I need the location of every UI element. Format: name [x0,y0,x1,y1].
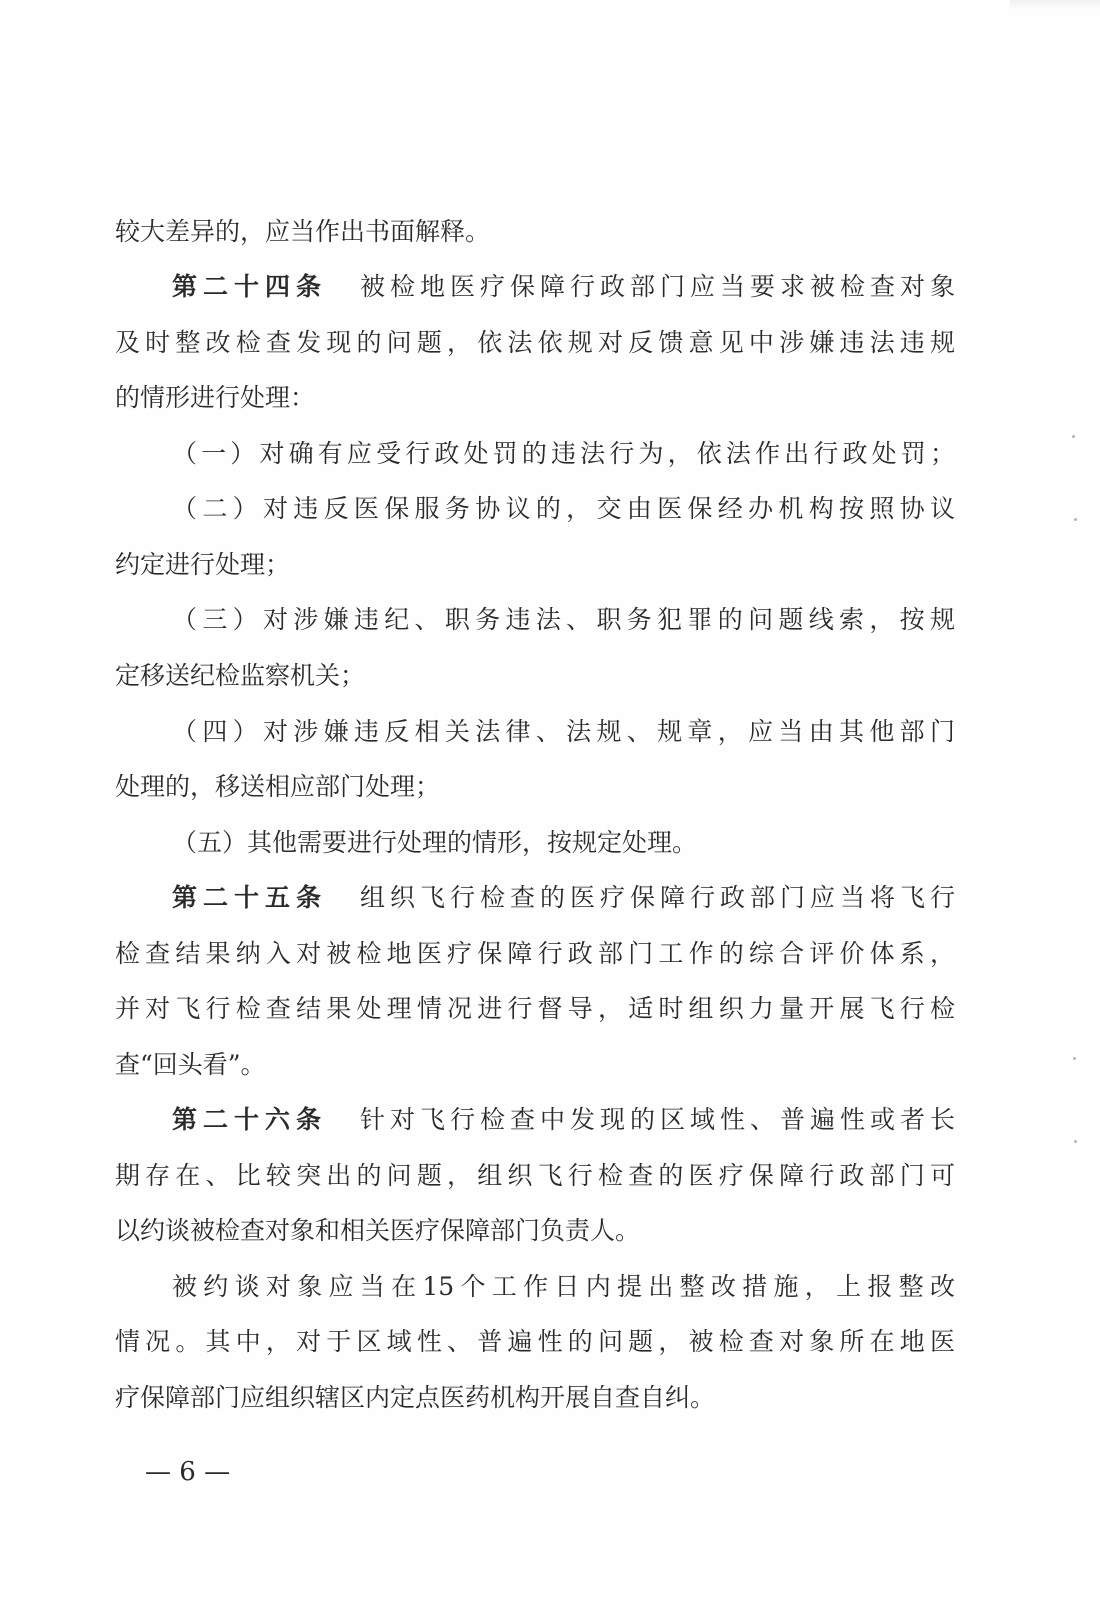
scan-speck [1072,435,1075,438]
scan-speck [1074,1140,1077,1143]
article-25-first-line: 第二十五条 组织飞行检查的医疗保障行政部门应当将飞行 [172,883,955,912]
article-24-first-line: 第二十四条 被检地医疗保障行政部门应当要求被检查对象 [172,272,955,301]
text-line: 并对飞行检查结果处理情况进行督导，适时组织力量开展飞行检 [115,994,955,1023]
article-heading: 第二十五条 [172,883,327,912]
article-heading: 第二十四条 [172,272,327,301]
article-26-first-line: 第二十六条 针对飞行检查中发现的区域性、普遍性或者长 [172,1105,955,1134]
text-line: 期存在、比较突出的问题，组织飞行检查的医疗保障行政部门可 [115,1161,955,1190]
scan-speck [1073,1057,1076,1060]
text-line: 查“回头看”。 [115,1050,266,1079]
scan-speck [1074,518,1077,521]
text-line: 被约谈对象应当在15个工作日内提出整改措施，上报整改 [172,1272,955,1301]
text-line: 处理的，移送相应部门处理； [115,772,441,801]
list-item: （一）对确有应受行政处罚的违法行为，依法作出行政处罚； [172,439,955,468]
text-line: 及时整改检查发现的问题，依法依规对反馈意见中涉嫌违法违规 [115,328,955,357]
text-line: 定移送纪检监察机关； [115,661,366,690]
text-line: 检查结果纳入对被检地医疗保障行政部门工作的综合评价体系， [115,939,955,968]
text-line: 情况。其中，对于区域性、普遍性的问题，被检查对象所在地医 [115,1327,955,1356]
text-line: 以约谈被检查对象和相关医疗保障部门负责人。 [115,1216,641,1245]
text-line: 疗保障部门应组织辖区内定点医药机构开展自查自纠。 [115,1383,716,1412]
list-item: （五）其他需要进行处理的情形，按规定处理。 [172,828,698,857]
text-line: 较大差异的，应当作出书面解释。 [115,217,491,246]
text-line: 约定进行处理； [115,550,291,579]
scan-edge-mark [1010,0,1100,10]
article-heading: 第二十六条 [172,1105,327,1134]
list-item: （二）对违反医保服务协议的，交由医保经办机构按照协议 [172,494,955,523]
text-line: 的情形进行处理： [115,383,316,412]
list-item: （三）对涉嫌违纪、职务违法、职务犯罪的问题线索，按规 [172,605,955,634]
page-number: — 6 — [145,1457,231,1487]
list-item: （四）对涉嫌违反相关法律、法规、规章，应当由其他部门 [172,717,955,746]
